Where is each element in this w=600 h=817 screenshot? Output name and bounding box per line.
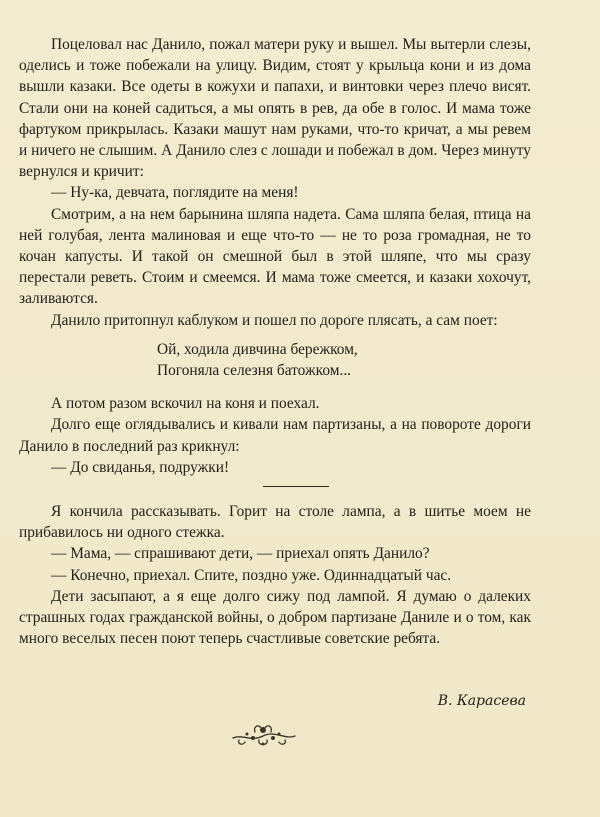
- paragraph: А потом разом вскочил на коня и поехал.: [51, 395, 320, 413]
- author-signature: В. Карасева: [437, 693, 526, 709]
- paragraph: — Ну-ка, девчата, поглядите на меня!: [51, 184, 299, 202]
- paragraph: Долго еще оглядывались и кивали нам партизаны, а на повороте дороги Данило в последний раз крикнул:: [19, 416, 531, 455]
- floral-ornament-icon: [229, 718, 299, 752]
- paragraph: — Конечно, приехал. Спите, поздно уже. Одиннадцатый час.: [51, 566, 452, 584]
- paragraph: — Мама, — спрашивают дети, — приехал опять Данило?: [51, 545, 430, 563]
- paragraph: — До свиданья, подружки!: [51, 458, 230, 476]
- poem-line: Погоняла селезня батожком...: [157, 362, 352, 380]
- paragraph: Смотрим, а на нем барынина шляпа надета. Сама шляпа белая, птица на ней голубая, лента малиновая и еще что-то — не то роза громадная, не то кочан капусты. И такой он смешной был в этой шляпе, что мы сразу перестали реветь. Стоим и смеемся. И мама тоже смеется, и казаки хохочут, заливаются.: [19, 205, 531, 308]
- poem-line: Ой, ходила дивчина бережком,: [157, 340, 358, 358]
- paragraph: Дети засыпают, а я еще долго сижу под лампой. Я думаю о далеких страшных годах гражданской войны, о добром партизане Даниле и о том, как много веселых песен поют теперь счастливые советские ребята.: [19, 587, 531, 648]
- paragraph: Я кончила рассказывать. Горит на столе лампа, а в шитье моем не прибавилось ни одного стежка.: [19, 503, 531, 542]
- paragraph: Данило притопнул каблуком и пошел по дороге плясать, а сам поет:: [51, 311, 498, 329]
- section-divider: [263, 486, 329, 487]
- story-text: [19, 34, 531, 649]
- song-verse: [19, 339, 531, 381]
- paragraph: Поцеловал нас Данило, пожал матери руку и вышел. Мы вытерли слезы, оделись и тоже побежали на улицу. Видим, стоят у крыльца кони и из дома вышли казаки. Все одеты в кожухи и папахи, и винтовки через плечо висят. Стали они на коней садиться, а мы опять в рев, да обе в голос. И мама тоже фартуком прикрылась. Казаки машут нам руками, что-то кричат, а мы ревем и ничего не слышим. А Данило слез с лошади и побежал в дом. Через минуту вернулся и кричит:: [19, 36, 531, 181]
